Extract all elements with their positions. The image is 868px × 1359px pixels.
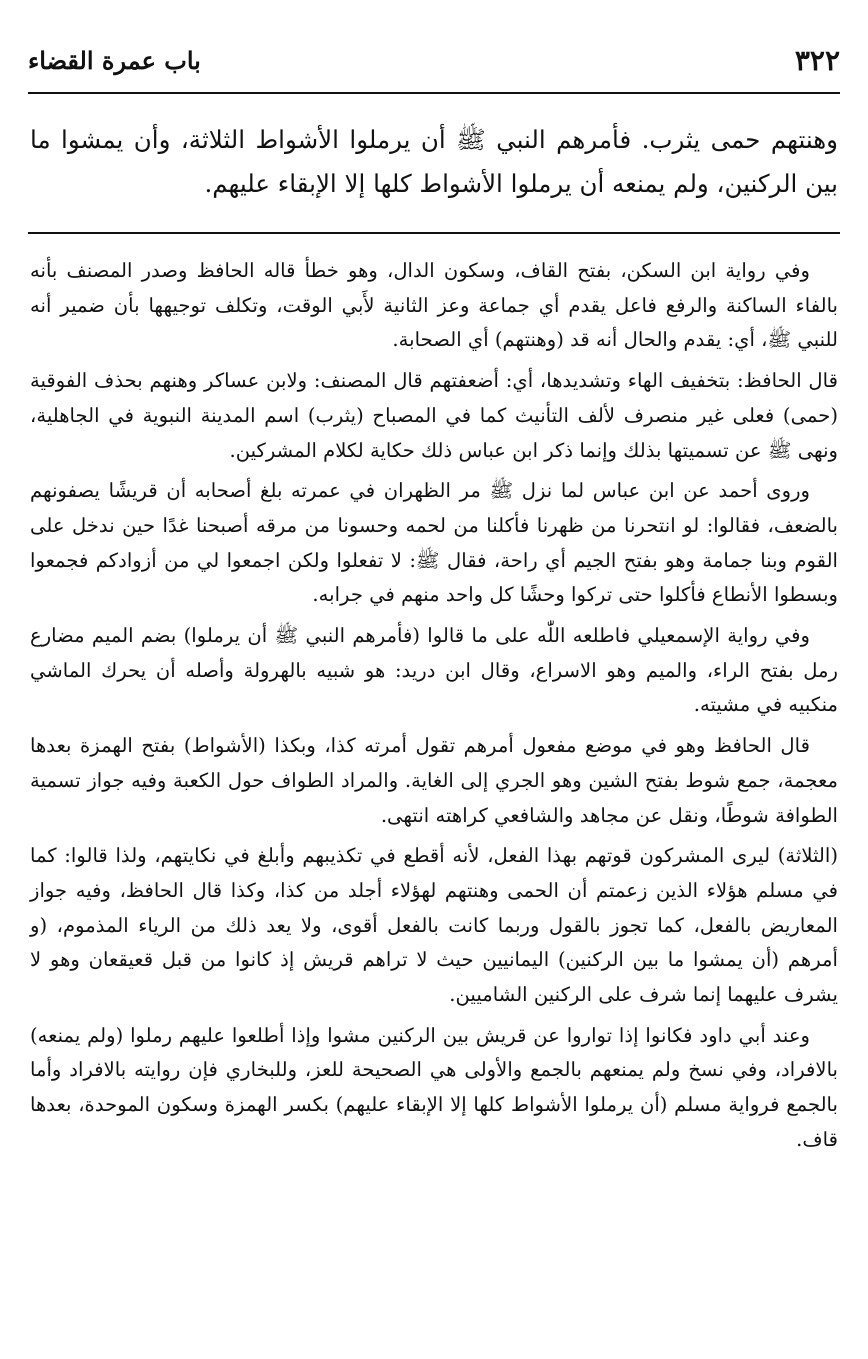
header-divider [28,92,840,94]
commentary-paragraph: قال الحافظ: بتخفيف الهاء وتشديدها، أي: أضعفتهم قال المصنف: ولابن عساكر وهنهم بحذف الفوقية (حمى) فعلى غير منصرف لألف التأنيث كما في المصباح (يثرب) اسم المدينة النبوية في الجاهلية، ونهى ﷺ عن تسميتها بذلك وإنما ذكر ابن عباس ذلك حكاية لكلام المشركين. [30,369,838,462]
commentary-paragraph: وفي رواية ابن السكن، بفتح القاف، وسكون الدال، وهو خطأ قاله الحافظ وصدر المصنف بأنه بالفاء الساكنة والرفع فاعل يقدم أي جماعة وعز الثانية لأَبي الوقت، وتكلف توجيهها بأن ضمير أنه للنبي ﷺ، أي: يقدم والحال أنه قد (وهنتهم) أي الصحابة. [30,259,838,352]
commentary-paragraph: وفي رواية الإسمعيلي فاطلعه اللّٰه على ما قالوا (فأمرهم النبي ﷺ أن يرملوا) بضم الميم مضارع رمل بفتح الراء، والميم وهو الاسراع، وقال ابن دريد: هو شبيه بالهرولة وأصله أن يحرك الماشي منكبيه في مشيته. [30,624,838,717]
commentary-paragraph: قال الحافظ وهو في موضع مفعول أمرهم تقول أمرته كذا، وبكذا (الأشواط) بفتح الهمزة بعدها معجمة، جمع شوط بفتح الشين وهو الجري إلى الغاية. والمراد الطواف حول الكعبة وفيه جواز تسمية الطوافة شوطًا، ونقل عن مجاهد والشافعي كراهته انتهى. [30,734,838,827]
chapter-title: باب عمرة القضاء [28,45,201,75]
page-header [28,32,840,88]
commentary-paragraph: وعند أبي داود فكانوا إذا تواروا عن قريش بين الركنين مشوا وإذا أطلعوا عليهم رملوا (ولم يمنعه) بالافراد، وفي نسخ ولم يمنعهم بالجمع والأولى هي الصحيحة للعز، وللبخاري فإن روايته بالافراد وأما بالجمع فرواية مسلم (أن يرملوا الأشواط كلها إلا الإبقاء عليهم) بكسر الهمزة وسكون الموحدة، بعدها قاف. [30,1023,838,1151]
commentary-paragraph: وروى أحمد عن ابن عباس لما نزل ﷺ مر الظهران في عمرته بلغ أصحابه أن قريشًا يصفونهم بالضعف، فقالوا: لو انتحرنا من ظهرنا فأكلنا من لحمه وحسونا من مرقه أصبحنا غدًا حين ندخل على القوم وبنا جمامة وهو بفتح الجيم أي راحة، فقال ﷺ: لا تفعلوا ولكن اجمعوا لي من أزوادكم فجمعوا وبسطوا الأنطاع فأكلوا حتى تركوا وحشًا كل واحد منهم في جرابه. [30,479,838,607]
commentary-section [30,254,838,1164]
hadith-text: وهنتهم حمى يثرب. فأمرهم النبي ﷺ أن يرملوا الأشواط الثلاثة، وأن يمشوا ما بين الركنين، ولم يمنعه أن يرملوا الأشواط كلها إلا الإبقاء عليهم. [30,125,838,198]
commentary-paragraph: (الثلاثة) ليرى المشركون قوتهم بهذا الفعل، لأنه أقطع في تكذيبهم وأبلغ في نكايتهم، ولذا قالوا: كما في مسلم هؤلاء الذين زعمتم أن الحمى وهنتهم لهؤلاء أجلد من كذا، وكذا قال الحافظ، وفيه جواز المعاريض بالفعل، كما تجوز بالقول وربما كانت بالفعل أقوى، ولا يعد ذلك من الرياء المذموم، (و أمرهم (أن يمشوا ما بين الركنين) اليمانيين حيث لا تراهم قريش إذ كانوا من قبل قعيقعان وهو لا يشرف عليهما إنما شرف على الركنين الشاميين. [30,844,838,1007]
commentary-divider [28,232,840,234]
page-number: ٣٢٢ [794,43,840,77]
